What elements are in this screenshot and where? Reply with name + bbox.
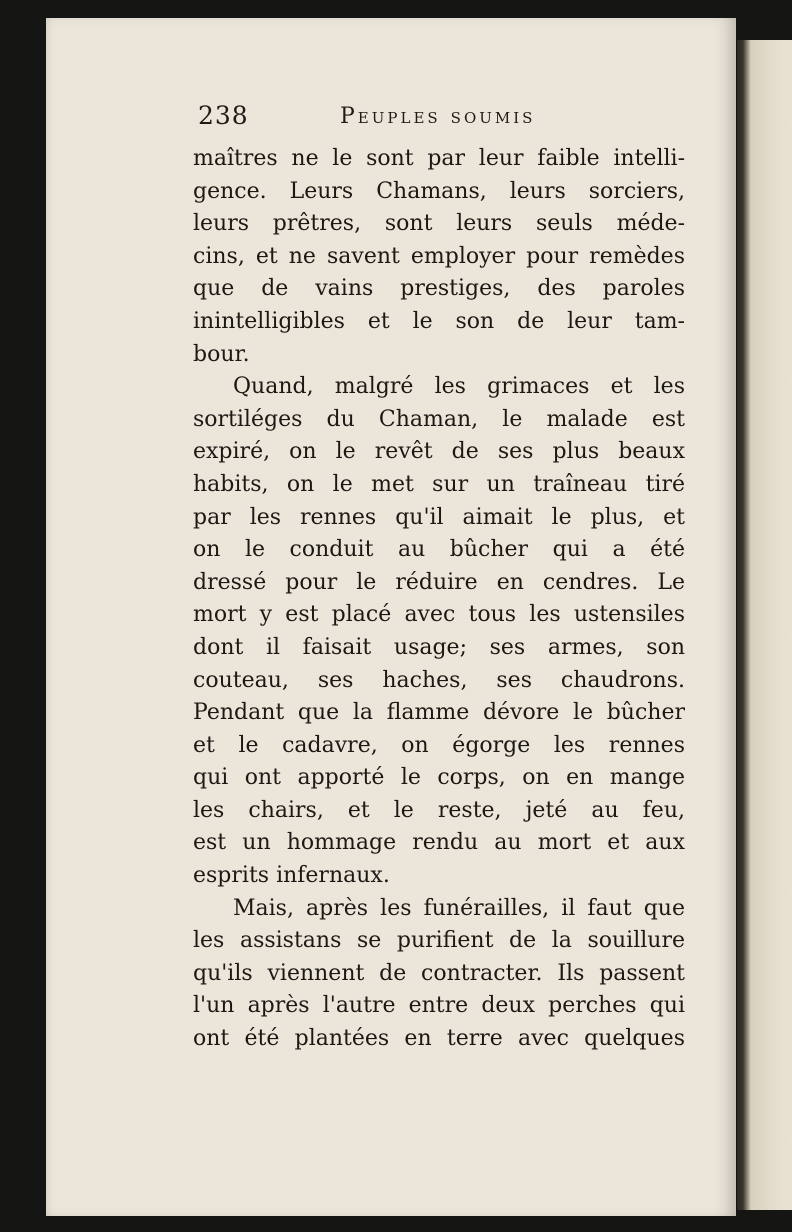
text-line: gence. Leurs Chamans, leurs sorciers, — [193, 178, 685, 204]
text-line: on le conduit au bûcher qui a été — [193, 537, 685, 563]
text-line: dont il faisait usage; ses armes, son — [193, 634, 685, 660]
text-line: qu'ils viennent de contracter. Ils passent — [193, 960, 685, 986]
text-line: habits, on le met sur un traîneau tiré — [193, 471, 685, 497]
text-line: que de vains prestiges, des paroles — [193, 276, 685, 302]
body-text — [193, 143, 685, 1056]
text-line: leurs prêtres, sont leurs seuls méde- — [193, 211, 685, 237]
text-line: couteau, ses haches, ses chaudrons. — [193, 667, 685, 693]
text-line: et le cadavre, on égorge les rennes — [193, 732, 685, 758]
text-line: bour. — [193, 341, 250, 367]
facing-page-edge — [737, 40, 792, 1210]
text-line: Mais, après les funérailles, il faut que — [233, 895, 685, 921]
running-title: Peuples soumis — [340, 104, 536, 129]
text-line: Pendant que la flamme dévore le bûcher — [193, 700, 685, 726]
text-line: les chairs, et le reste, jeté au feu, — [193, 797, 685, 823]
text-line: est un hommage rendu au mort et aux — [193, 830, 685, 856]
text-line: esprits infernaux. — [193, 863, 390, 889]
page-number: 238 — [198, 101, 249, 130]
text-line: les assistans se purifient de la souillure — [193, 928, 685, 954]
text-line: dressé pour le réduire en cendres. Le — [193, 569, 685, 595]
text-line: maîtres ne le sont par leur faible intelli- — [193, 146, 685, 171]
text-line: l'un après l'autre entre deux perches qui — [193, 993, 685, 1019]
text-line: Quand, malgré les grimaces et les — [233, 374, 685, 400]
text-line: cins, et ne savent employer pour remèdes — [193, 243, 685, 269]
text-line: inintelligibles et le son de leur tam- — [193, 308, 685, 334]
text-line: mort y est placé avec tous les ustensiles — [193, 602, 685, 628]
text-line: sortiléges du Chaman, le malade est — [193, 406, 685, 432]
text-line: qui ont apporté le corps, on en mange — [193, 765, 685, 791]
text-line: ont été plantées en terre avec quelques — [193, 1026, 685, 1052]
text-line: par les rennes qu'il aimait le plus, et — [193, 504, 685, 530]
text-line: expiré, on le revêt de ses plus beaux — [193, 439, 685, 465]
page-header — [198, 101, 678, 135]
